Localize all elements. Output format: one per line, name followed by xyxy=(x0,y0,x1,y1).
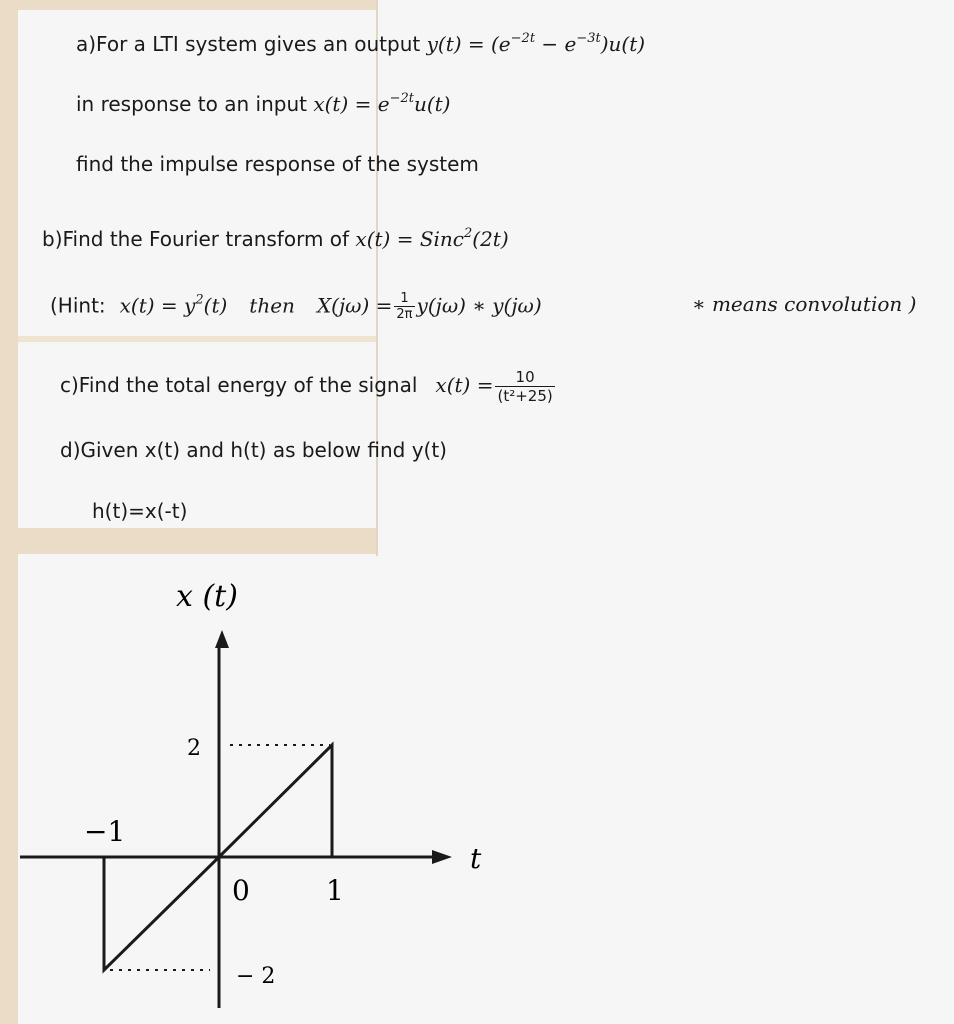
part-c-text: c)Find the total energy of the signal xyxy=(60,373,418,397)
hint-frac-num: 1 xyxy=(394,292,414,307)
part-a-output-rhs: )u(t) xyxy=(600,32,646,56)
part-a-output-exp1: −2t xyxy=(510,31,536,46)
part-a-output-lhs: y(t) = (e xyxy=(426,32,511,56)
hint-open: (Hint: xyxy=(50,293,106,318)
part-a-output-exp2: −3t xyxy=(576,31,601,46)
part-b-intro: b)Find the Fourier transform of xyxy=(42,227,356,251)
hint-t: (t) xyxy=(203,293,228,318)
tick-label-0: 0 xyxy=(232,874,250,907)
part-b-expr-lhs: x(t) = Sinc xyxy=(355,227,464,251)
part-c-lhs: x(t) = xyxy=(435,373,494,397)
tick-label-neg2: − 2 xyxy=(236,964,276,989)
tick-label-1: 1 xyxy=(326,874,344,907)
hint-frac-den: 2π xyxy=(396,307,413,322)
part-d-h-definition: h(t)=x(-t) xyxy=(92,499,188,523)
tick-label-neg1: −1 xyxy=(84,815,126,848)
hint-convolution: y(jω) ∗ y(jω) xyxy=(416,293,542,318)
figure-title: x (t) xyxy=(176,579,238,614)
t-axis-label: t xyxy=(470,842,482,875)
part-a-input-lhs: x(t) = e xyxy=(313,92,390,116)
part-a-input-exp: −2t xyxy=(389,91,414,106)
part-b-expr-rhs: (2t) xyxy=(472,227,509,251)
hint-x: x(t) = y xyxy=(119,293,196,318)
t-axis-arrowhead xyxy=(432,850,452,864)
part-a-line-3: find the impulse response of the system xyxy=(76,152,479,176)
part-a-input-intro: in response to an input xyxy=(76,92,314,116)
part-d-line: d)Given x(t) and h(t) as below find y(t) xyxy=(60,438,447,462)
part-a-output-minus: − e xyxy=(535,32,577,56)
tick-label-2: 2 xyxy=(187,736,201,761)
hint-means-convolution: ∗ means convolution ) xyxy=(692,292,917,316)
hint-then: then xyxy=(249,293,295,318)
part-c-frac-num: 10 xyxy=(495,368,554,387)
hint-X: X(jω) = xyxy=(316,293,393,318)
part-a-intro: a)For a LTI system gives an output xyxy=(76,32,427,56)
part-b-expr-exp: 2 xyxy=(464,226,473,241)
vertical-axis-arrowhead xyxy=(215,630,229,648)
part-a-input-rhs: u(t) xyxy=(413,92,451,116)
part-c-frac-den: (t²+25) xyxy=(497,387,553,405)
hint-sq: 2 xyxy=(195,292,204,308)
